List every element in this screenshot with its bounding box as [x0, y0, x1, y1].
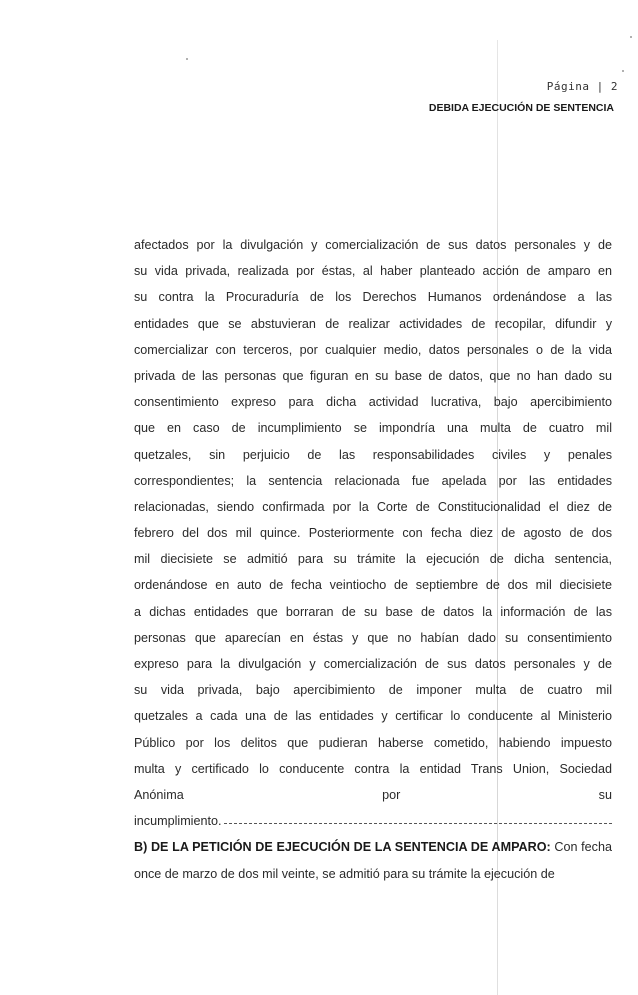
body-text-line: su vida privada, bajo apercibimiento de imponer multa de cuatro mil: [134, 683, 612, 698]
section-b-line: [134, 834, 612, 860]
section-b-rest: Con fecha: [550, 840, 612, 855]
body-text-line: a dichas entidades que borraran de su base de datos la información de las: [134, 604, 612, 619]
body-text-line: quetzales, sin perjuicio de las responsabilidades civiles y penales: [134, 447, 612, 462]
document-header-title: DEBIDA EJECUCIÓN DE SENTENCIA: [428, 102, 614, 114]
body-text-line: su contra la Procuraduría de los Derechos Humanos ordenándose a las: [134, 290, 612, 305]
body-text-line: Público por los delitos que pudieran haberse cometido, habiendo impuesto: [134, 735, 612, 750]
scan-speck: [630, 36, 632, 38]
body-text-line: expreso para la divulgación y comercialización de sus datos personales y de: [134, 657, 612, 671]
body-text-line: quetzales a cada una de las entidades y certificar lo conducente al Ministerio: [134, 709, 612, 724]
scan-speck: [186, 58, 188, 60]
body-text-line: relacionadas, siendo confirmada por la Corte de Constitucionalidad el diez de: [134, 499, 612, 514]
body-text-line: Anónima por su: [134, 787, 612, 802]
body-text-line: correspondientes; la sentencia relacionada fue apelada por las entidades: [134, 473, 612, 488]
body-text-line: entidades que se abstuvieran de realizar actividades de recopilar, difundir y: [134, 316, 612, 331]
body-text-line: personas que aparecían en éstas y que no habían dado su consentimiento: [134, 630, 612, 645]
final-line: once de marzo de dos mil veinte, se admitió para su trámite la ejecución de: [134, 866, 555, 881]
paragraph-lines: [134, 232, 612, 808]
body-text-line: mil diecisiete se admitió para su trámite la ejecución de dicha sentencia,: [134, 552, 612, 567]
section-b-heading: B) DE LA PETICIÓN DE EJECUCIÓN DE LA SENTENCIA DE AMPARO:: [134, 840, 551, 855]
body-text-line: febrero del dos mil quince. Posteriormente con fecha diez de agosto de dos: [134, 526, 612, 541]
incumplimiento-line: [134, 808, 612, 834]
body-text-line: que en caso de incumplimiento se impondría una multa de cuatro mil: [134, 421, 612, 436]
body-text-line: afectados por la divulgación y comercialización de sus datos personales y de: [134, 238, 612, 252]
incumplimiento-text: incumplimiento.: [134, 814, 222, 829]
scan-speck: [622, 70, 624, 72]
page-number: Página | 2: [546, 80, 618, 93]
body-text-line: multa y certificado lo conducente contra la entidad Trans Union, Sociedad: [134, 761, 612, 776]
document-body: [134, 232, 612, 887]
dash-filler: [224, 823, 613, 824]
body-text-line: ordenándose en auto de fecha veintiocho de septiembre de dos mil diecisiete: [134, 578, 612, 593]
body-text-line: su vida privada, realizada por éstas, al haber planteado acción de amparo en: [134, 264, 612, 279]
body-text-line: consentimiento expreso para dicha actividad lucrativa, bajo apercibimiento: [134, 395, 612, 410]
body-text-line: privada de las personas que figuran en su base de datos, que no han dado su: [134, 368, 612, 383]
body-text-line: comercializar con terceros, por cualquier medio, datos personales o de la vida: [134, 342, 612, 357]
